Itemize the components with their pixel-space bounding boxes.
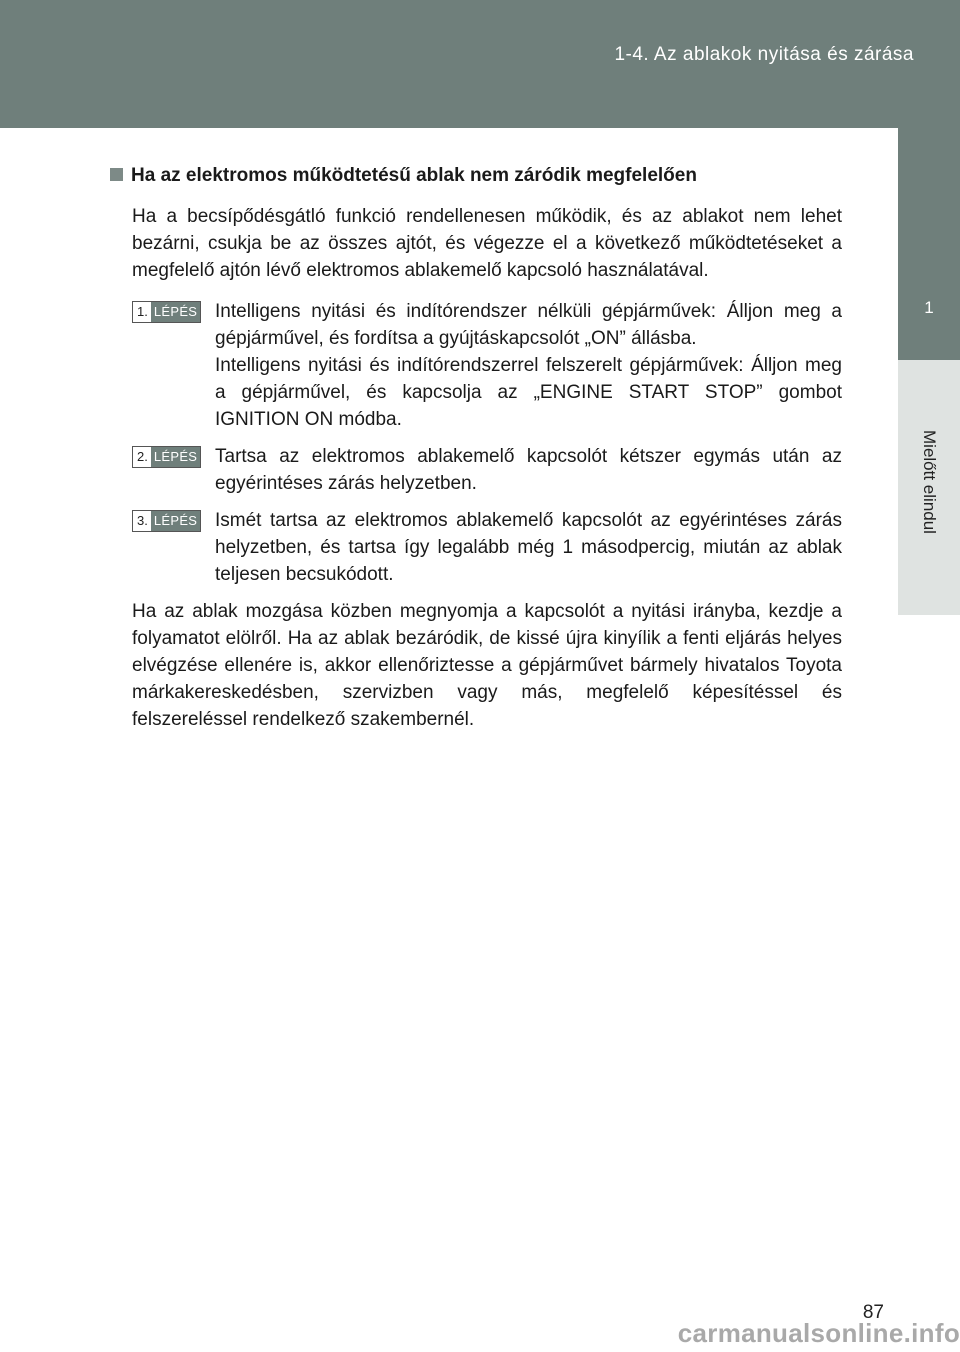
chapter-label-tab: [898, 360, 960, 615]
step-text: Ismét tartsa az elektromos ablakemelő kapcsolót az egyérintéses zárás helyzetben, és tartsa így legalább még 1 másodpercig, miután az ablak teljesen becsukódott.: [215, 510, 842, 585]
page-number: 87: [862, 1302, 884, 1323]
chapter-number: 1: [924, 298, 934, 317]
step-text: Tartsa az elektromos ablakemelő kapcsolót kétszer egymás után az egyérintéses zárás helyzetben.: [215, 446, 842, 494]
chapter-tab: [898, 128, 960, 360]
page-header: [0, 0, 960, 128]
chapter-label: Mielőtt elindul: [920, 430, 939, 534]
section-title: 1-4. Az ablakok nyitása és zárása: [614, 44, 914, 65]
watermark: carmanualsonline.info: [677, 1318, 960, 1348]
section-heading: Ha az elektromos működtetésű ablak nem záródik megfelelően: [110, 162, 820, 189]
step-badge: 3. LÉPÉS: [132, 510, 201, 532]
main-content: [132, 162, 842, 733]
step-3: [132, 507, 842, 588]
step-badge: 1. LÉPÉS: [132, 301, 201, 323]
intro-paragraph: Ha a becsípődésgátló funkció rendellenesen működik, és az ablakot nem lehet bezárni, csukja be az összes ajtót, és végezze el a következő működtetéseket a megfelelő ajtón lévő elektromos ablakemelő kapcsoló használatával.: [132, 206, 842, 281]
step-2: [132, 443, 842, 497]
step-text: Intelligens nyitási és indítórendszerrel felszerelt gépjárművek: Álljon meg a gépjárművel, és kapcsolja az „ENGINE START STOP” gombot IGNITION ON módba.: [215, 355, 842, 430]
closing-paragraph: Ha az ablak mozgása közben megnyomja a kapcsolót a nyitási irányba, kezdje a folyamatot elölről. Ha az ablak bezáródik, de kissé újra kinyílik a fenti eljárás helyes elvégzése ellenére is, akkor ellenőriztesse a gépjárművet bármely hivatalos Toyota márkakereskedésben, szervizben vagy más, megfelelő képesítéssel és felszereléssel rendelkező szakembernél.: [132, 601, 842, 730]
step-text: Intelligens nyitási és indítórendszer nélküli gépjárművek: Álljon meg a gépjárművel, és fordítsa a gyújtáskapcsolót „ON” állásba.: [215, 301, 842, 349]
step-badge: 2. LÉPÉS: [132, 446, 201, 468]
square-bullet-icon: [110, 168, 123, 181]
step-1: [132, 298, 842, 433]
